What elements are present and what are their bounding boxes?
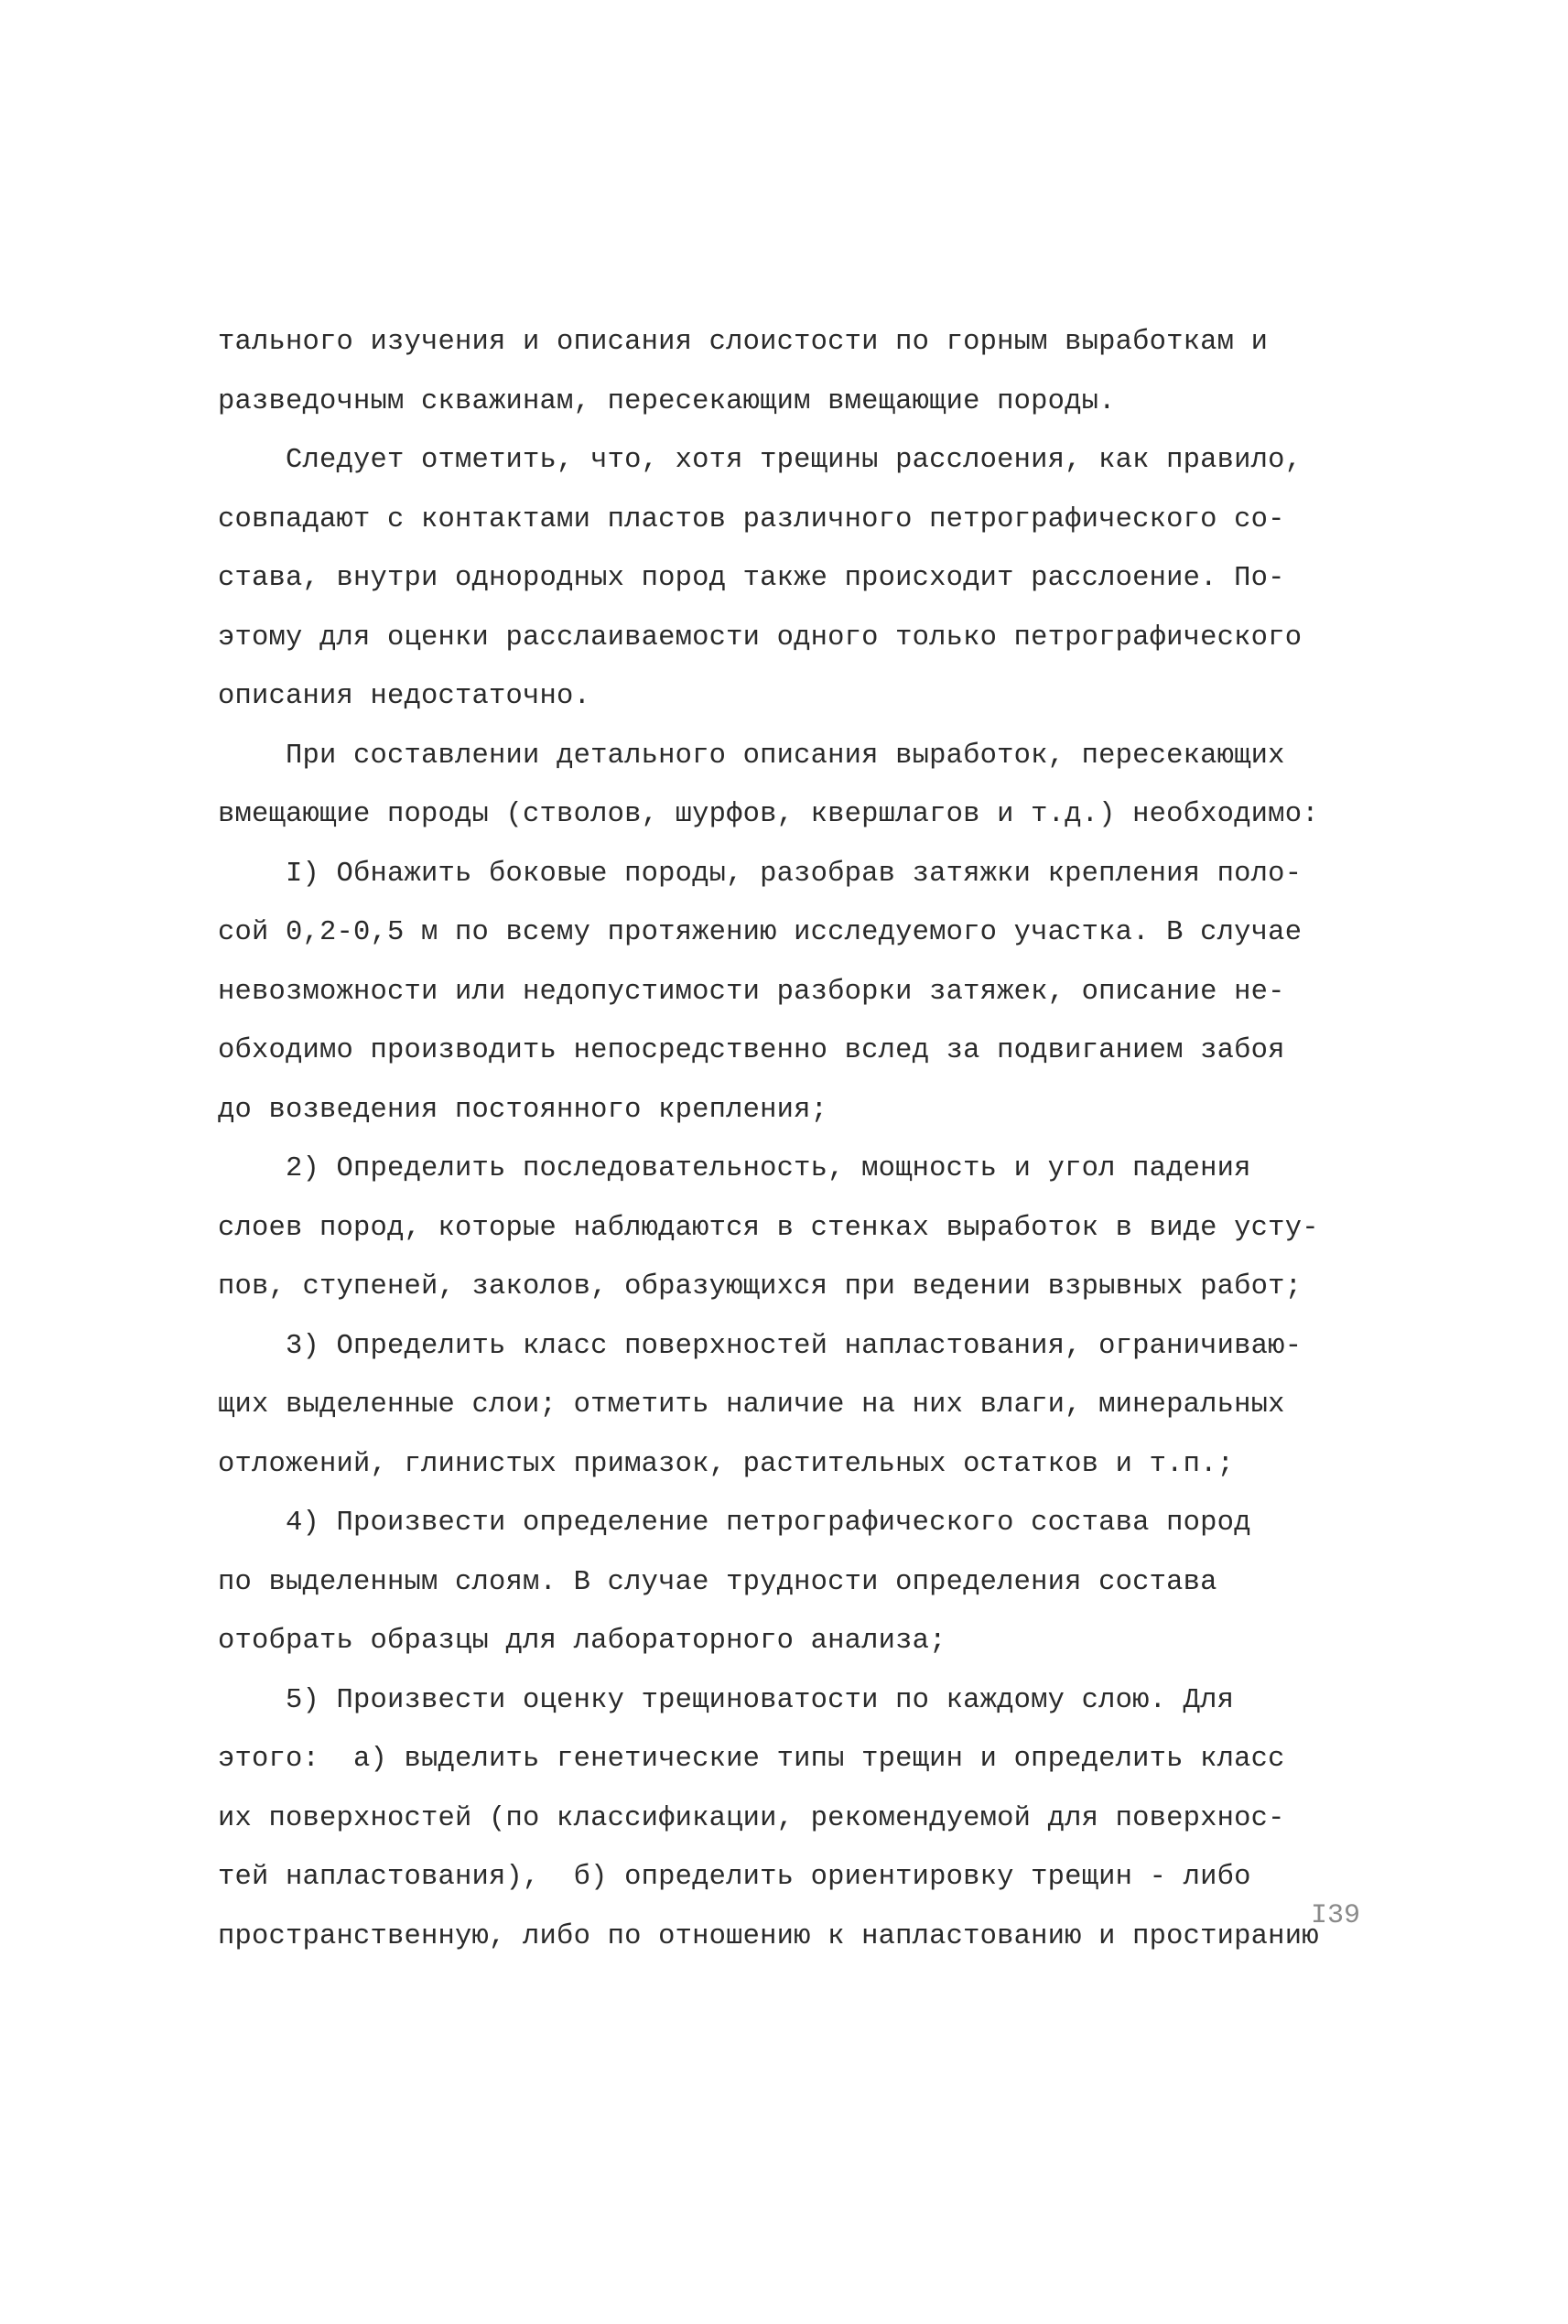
text-line: Следует отметить, что, хотя трещины расслоения, как правило, xyxy=(218,445,1303,476)
text-line: этого: а) выделить генетические типы трещин и определить класс xyxy=(218,1744,1285,1775)
text-line: 5) Произвести оценку трещиноватости по каждому слою. Для xyxy=(218,1684,1235,1716)
text-line: описания недостаточно. xyxy=(218,681,591,712)
text-line: тального изучения и описания слоистости по горным выработкам и xyxy=(218,327,1269,358)
text-line: отложений, глинистых примазок, растительных остатков и т.п.; xyxy=(218,1448,1235,1480)
text-line: по выделенным слоям. В случае трудности определения состава xyxy=(218,1566,1217,1598)
text-line: совпадают с контактами пластов различного петрографического со- xyxy=(218,503,1285,535)
text-line: разведочным скважинам, пересекающим вмещающие породы. xyxy=(218,385,1116,417)
text-line: 4) Произвести определение петрографического состава пород xyxy=(218,1508,1251,1539)
text-line: става, внутри однородных пород также происходит расслоение. По- xyxy=(218,563,1285,594)
page-number: I39 xyxy=(1311,1900,1361,1931)
text-line: пов, ступеней, заколов, образующихся при ведении взрывных работ; xyxy=(218,1271,1303,1303)
text-line: вмещающие породы (стволов, шурфов, квершлагов и т.д.) необходимо: xyxy=(218,799,1319,830)
text-line: сой 0,2-0,5 м по всему протяжению исследуемого участка. В случае xyxy=(218,917,1303,948)
text-line: При составлении детального описания выработок, пересекающих xyxy=(218,740,1285,772)
text-line: невозможности или недопустимости разборки затяжек, описание не- xyxy=(218,976,1285,1008)
text-line: тей напластования), б) определить ориентировку трещин - либо xyxy=(218,1862,1251,1893)
text-line: этому для оценки расслаиваемости одного только петрографического xyxy=(218,622,1303,654)
text-line: щих выделенные слои; отметить наличие на них влаги, минеральных xyxy=(218,1389,1285,1421)
text-line: слоев пород, которые наблюдаются в стенках выработок в виде усту- xyxy=(218,1212,1319,1244)
text-line: I) Обнажить боковые породы, разобрав затяжки крепления поло- xyxy=(218,858,1303,890)
text-line: до возведения постоянного крепления; xyxy=(218,1094,828,1126)
text-line: 2) Определить последовательность, мощность и угол падения xyxy=(218,1153,1251,1184)
text-line: обходимо производить непосредственно вслед за подвиганием забоя xyxy=(218,1035,1285,1066)
text-line: отобрать образцы для лабораторного анализа; xyxy=(218,1626,946,1657)
text-line: их поверхностей (по классификации, рекомендуемой для поверхнос- xyxy=(218,1802,1285,1834)
text-line: 3) Определить класс поверхностей напластования, ограничиваю- xyxy=(218,1330,1303,1362)
text-line: пространственную, либо по отношению к напластованию и простиранию xyxy=(218,1920,1319,1952)
body-text xyxy=(218,313,1408,1966)
